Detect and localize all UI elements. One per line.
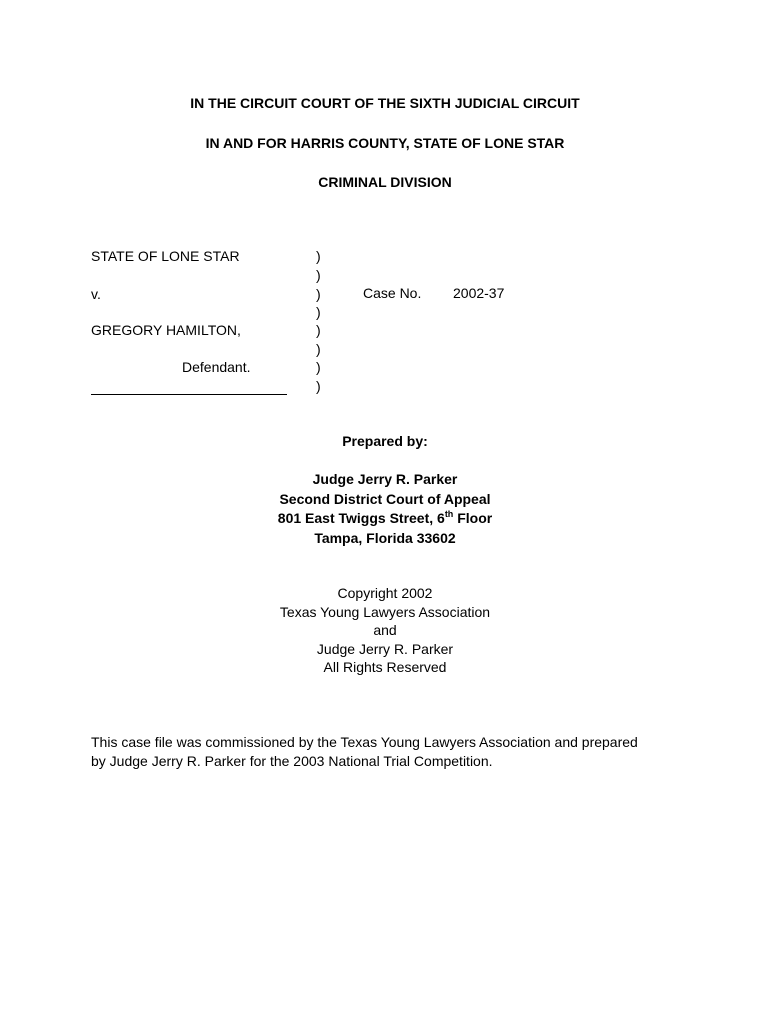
- signature-line: [91, 394, 287, 395]
- copyright-holder-1: Texas Young Lawyers Association: [279, 603, 491, 620]
- caption-paren: ): [316, 378, 321, 394]
- author-block: [0, 470, 770, 548]
- author-name: Judge Jerry R. Parker: [312, 471, 458, 487]
- copyright-and: and: [373, 622, 397, 638]
- address-floor: Floor: [453, 510, 493, 526]
- copyright-year: Copyright 2002: [337, 585, 433, 601]
- caption-paren: ): [316, 304, 321, 320]
- rights-reserved: All Rights Reserved: [323, 659, 447, 675]
- defendant-name: GREGORY HAMILTON,: [91, 322, 241, 338]
- caption-paren: ): [316, 359, 321, 375]
- caption-paren: ): [316, 341, 321, 357]
- author-city: Tampa, Florida 33602: [314, 529, 456, 546]
- prepared-by-text: Prepared by:: [342, 433, 428, 449]
- prepared-by-label: [0, 432, 770, 452]
- caption-paren: ): [316, 322, 321, 338]
- caption-paren: ): [316, 286, 321, 302]
- caption-paren: ): [316, 267, 321, 283]
- paragraph-line-1: This case file was commissioned by the Texas Young Lawyers Association and prepared: [91, 734, 638, 750]
- case-number-label: Case No.: [363, 285, 422, 301]
- versus-text: v.: [91, 286, 101, 302]
- division-heading: CRIMINAL DIVISION: [318, 174, 452, 190]
- caption-paren: ): [316, 248, 321, 264]
- plaintiff-name: STATE OF LONE STAR: [91, 248, 240, 264]
- commission-paragraph: [91, 733, 691, 770]
- author-address: [0, 509, 770, 529]
- author-court: Second District Court of Appeal: [279, 490, 491, 507]
- court-header-line-1: IN THE CIRCUIT COURT OF THE SIXTH JUDICIAL CIRCUIT: [190, 95, 580, 111]
- address-street: 801 East Twiggs Street, 6: [277, 510, 445, 526]
- defendant-label: Defendant.: [182, 359, 251, 375]
- address-ordinal: th: [444, 509, 454, 519]
- copyright-block: [0, 584, 770, 677]
- paragraph-line-2: by Judge Jerry R. Parker for the 2003 National Trial Competition.: [91, 752, 493, 769]
- court-header-line-2: IN AND FOR HARRIS COUNTY, STATE OF LONE STAR: [205, 135, 565, 151]
- case-number: 2002-37: [453, 285, 505, 301]
- copyright-holder-2: Judge Jerry R. Parker: [316, 640, 454, 657]
